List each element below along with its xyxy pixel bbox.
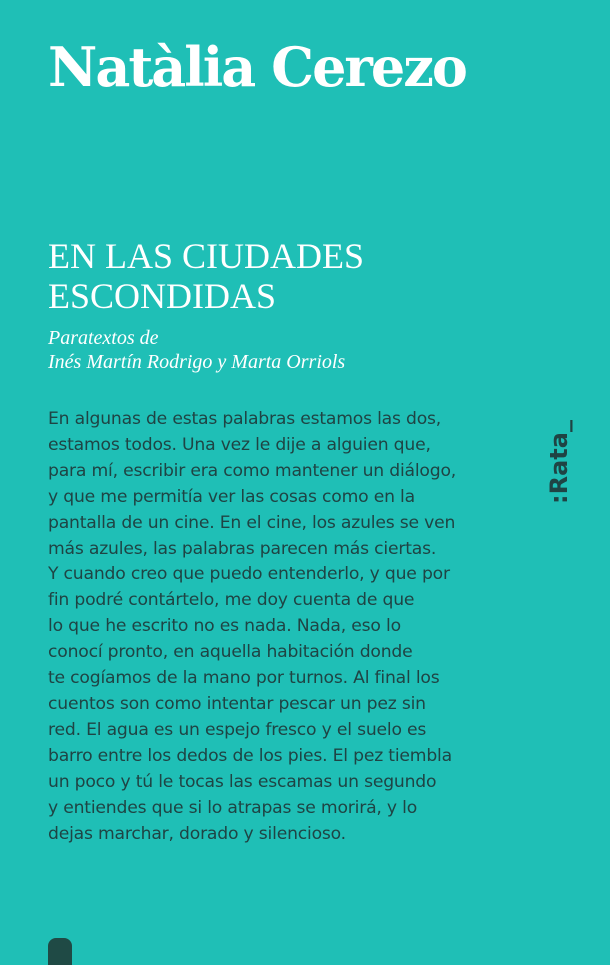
blurb-line: red. El agua es un espejo fresco y el suelo es <box>48 719 427 740</box>
book-title <box>48 236 364 316</box>
blurb-line: lo que he escrito no es nada. Nada, eso lo <box>48 616 401 637</box>
bookmark-ribbon <box>48 938 72 965</box>
blurb-line: pantalla de un cine. En el cine, los azules se ven <box>48 512 456 533</box>
blurb-line: Y cuando creo que puedo entenderlo, y que por <box>48 564 450 585</box>
subtitle-line: Paratextos de <box>48 327 159 349</box>
blurb-line: cuentos son como intentar pescar un pez sin <box>48 693 426 714</box>
blurb-line: fin podré contártelo, me doy cuenta de que <box>48 590 415 611</box>
blurb-line: dejas marchar, dorado y silencioso. <box>48 823 346 844</box>
blurb-line: estamos todos. Una vez le dije a alguien que, <box>48 434 431 455</box>
blurb-line: barro entre los dedos de los pies. El pez tiembla <box>48 745 452 766</box>
publisher-logo <box>542 414 576 510</box>
author-name: Natàlia Cerezo <box>48 35 466 99</box>
blurb-line: y entiendes que si lo atrapas se morirá, y lo <box>48 797 418 818</box>
blurb-line: conocí pronto, en aquella habitación donde <box>48 642 413 663</box>
title-line: EN LAS CIUDADES <box>48 236 365 276</box>
cover-blurb <box>48 407 498 847</box>
blurb-line: para mí, escribir era como mantener un diálogo, <box>48 460 457 481</box>
publisher-name: :Rata_ <box>545 420 573 504</box>
blurb-line: En algunas de estas palabras estamos las dos, <box>48 409 442 429</box>
subtitle <box>48 326 345 374</box>
blurb-line: un poco y tú le tocas las escamas un segundo <box>48 771 437 792</box>
subtitle-line: Inés Martín Rodrigo y Marta Orriols <box>48 351 346 373</box>
blurb-line: más azules, las palabras parecen más ciertas. <box>48 538 437 559</box>
title-line: ESCONDIDAS <box>48 276 277 316</box>
blurb-line: y que me permitía ver las cosas como en la <box>48 486 415 507</box>
blurb-line: te cogíamos de la mano por turnos. Al final los <box>48 668 440 689</box>
